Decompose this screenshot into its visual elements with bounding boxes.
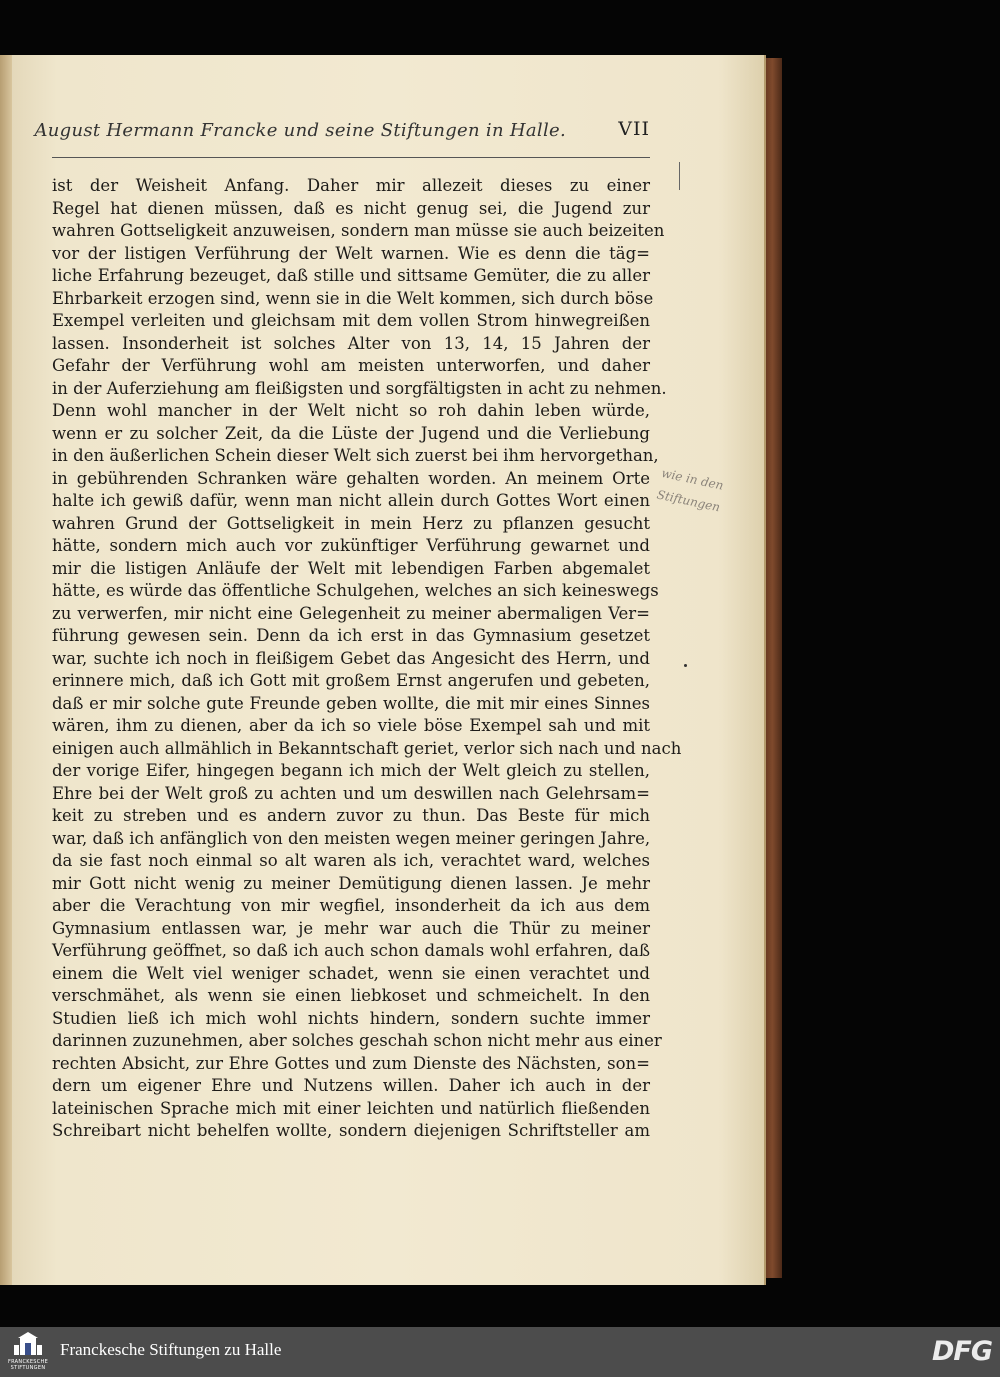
text-line: erinnere mich, daß ich Gott mit großem Ernst angerufen und gebeten, <box>52 671 650 690</box>
text-line: Gefahr der Verführung wohl am meisten unterworfen, und daher <box>52 356 650 375</box>
text-line: Ehre bei der Welt groß zu achten und um deswillen nach Gelehrsam= <box>52 783 650 803</box>
margin-pencil-mark <box>679 162 680 190</box>
text-line: aber die Verachtung von mir wegfiel, insonderheit da ich aus dem <box>52 896 650 915</box>
text-line: darinnen zuzunehmen, aber solches geschah schon nicht mehr aus einer <box>52 1031 662 1050</box>
text-line: verschmähet, als wenn sie einen liebkoset und schmeichelt. In den <box>52 986 650 1005</box>
text-line: liche Erfahrung bezeuget, daß stille und sittsame Gemüter, die zu aller <box>52 266 650 285</box>
text-line: Exempel verleiten und gleichsam mit dem vollen Strom hinwegreißen <box>52 311 650 330</box>
margin-note-line: wie in den <box>660 465 725 493</box>
text-line: dern um eigener Ehre und Nutzens willen. Daher ich auch in der <box>52 1076 650 1095</box>
text-line: in gebührenden Schranken wäre gehalten worden. An meinem Orte <box>52 468 650 488</box>
text-line: lassen. Insonderheit ist solches Alter von 13, 14, 15 Jahren der <box>52 333 650 353</box>
running-head <box>34 118 650 148</box>
previous-page-edge <box>0 55 12 1285</box>
text-line: war, daß ich anfänglich von den meisten wegen meiner geringen Jahre, <box>52 828 651 848</box>
page-number: VII <box>618 118 650 140</box>
text-line: daß er mir solche gute Freunde geben wollte, die mit mir eines Sinnes <box>52 693 650 713</box>
footer-bar <box>0 1327 1000 1377</box>
text-line: Verführung geöffnet, so daß ich auch schon damals wohl erfahren, daß <box>52 941 650 960</box>
text-line: mir die listigen Anläufe der Welt mit lebendigen Farben abgemalet <box>52 558 650 578</box>
text-line: vor der listigen Verführung der Welt warnen. Wie es denn die täg= <box>52 243 650 263</box>
text-line: Schreibart nicht behelfen wollte, sondern diejenigen Schriftsteller am <box>52 1121 650 1140</box>
book-cover-edge <box>766 58 782 1278</box>
text-line: in der Auferziehung am fleißigsten und sorgfältigsten in acht zu nehmen. <box>52 378 667 398</box>
text-line: mir Gott nicht wenig zu meiner Demütigung dienen lassen. Je mehr <box>52 873 650 893</box>
text-line: führung gewesen sein. Denn da ich erst in das Gymnasium gesetzet <box>52 626 650 645</box>
text-line: Regel hat dienen müssen, daß es nicht genug sei, die Jugend zur <box>52 198 650 218</box>
text-line: wären, ihm zu dienen, aber da ich so viele böse Exempel sah und mit <box>52 716 650 735</box>
text-line: Studien ließ ich mich wohl nichts hindern, sondern suchte immer <box>52 1008 650 1028</box>
dfg-logo[interactable]: DFG <box>931 1336 992 1367</box>
text-line: halte ich gewiß dafür, wenn man nicht allein durch Gottes Wort einen <box>52 491 650 510</box>
text-line: war, suchte ich noch in fleißigem Gebet das Angesicht des Herrn, und <box>52 648 650 668</box>
text-line: lateinischen Sprache mich mit einer leichten und natürlich fließenden <box>52 1098 650 1118</box>
header-rule <box>52 157 650 158</box>
institution-logo[interactable] <box>6 1331 50 1373</box>
text-line: Denn wohl mancher in der Welt nicht so roh dahin leben würde, <box>52 401 650 420</box>
text-line: keit zu streben und es andern zuvor zu thun. Das Beste für mich <box>52 806 650 825</box>
text-line: hätte, sondern mich auch vor zukünftiger Verführung gewarnet und <box>52 536 650 555</box>
text-line: einigen auch allmählich in Bekanntschaft geriet, verlor sich nach und nach <box>52 738 682 758</box>
margin-note-line: Stiftungen <box>655 487 722 515</box>
institution-name[interactable]: Franckesche Stiftungen zu Halle <box>60 1340 282 1359</box>
logo-text: FRANCKESCHE STIFTUNGEN <box>7 1359 49 1371</box>
text-line: wahren Grund der Gottseligkeit in mein Herz zu pflanzen gesucht <box>52 513 650 533</box>
text-line: da sie fast noch einmal so alt waren als ich, verachtet ward, welches <box>52 851 650 870</box>
text-line: wahren Gottseligkeit anzuweisen, sondern man müsse sie auch beizeiten <box>52 221 665 240</box>
text-line: Gymnasium entlassen war, je mehr war auch die Thür zu meiner <box>52 918 650 938</box>
text-line: einem die Welt viel weniger schadet, wenn sie einen verachtet und <box>52 963 650 983</box>
text-line: in den äußerlichen Schein dieser Welt sich zuerst bei ihm hervorgethan, <box>52 446 659 465</box>
text-line: ist der Weisheit Anfang. Daher mir allezeit dieses zu einer <box>52 176 650 195</box>
text-line: zu verwerfen, mir nicht eine Gelegenheit zu meiner abermaligen Ver= <box>52 603 650 623</box>
margin-dot <box>684 664 687 667</box>
building-icon <box>6 1331 50 1359</box>
running-head-title: August Hermann Francke und seine Stiftungen in Halle. <box>34 120 566 141</box>
text-line: wenn er zu solcher Zeit, da die Lüste der Jugend und die Verliebung <box>52 423 650 443</box>
text-line: hätte, es würde das öffentliche Schulgehen, welches an sich keineswegs <box>52 581 659 600</box>
text-line: Ehrbarkeit erzogen sind, wenn sie in die Welt kommen, sich durch böse <box>52 288 654 308</box>
text-line: rechten Absicht, zur Ehre Gottes und zum Dienste des Nächsten, son= <box>52 1053 650 1073</box>
text-line: der vorige Eifer, hingegen begann ich mich der Welt gleich zu stellen, <box>52 761 650 780</box>
